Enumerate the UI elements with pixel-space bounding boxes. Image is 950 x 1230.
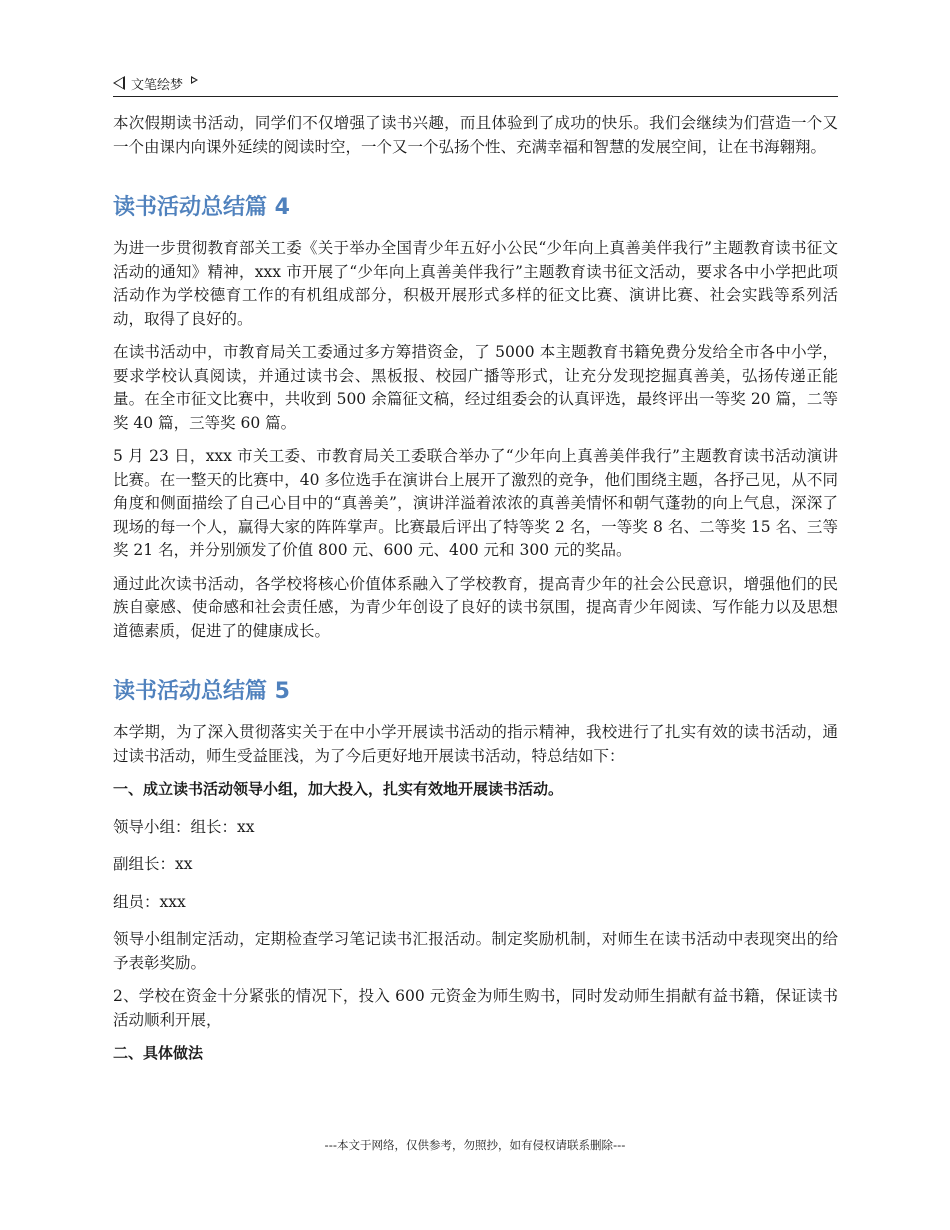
document-page (113, 0, 838, 1230)
section-5-title: 读书活动总结篇 5 (113, 679, 290, 704)
page-footer: ---本文于网络，仅供参考，勿照抄，如有侵权请联系删除--- (324, 1138, 626, 1152)
vice-leader-line: 副组长：xx (113, 855, 193, 873)
section-5-paragraph-b: 2、学校在资金十分紧张的情况下，投入 600 元资金为师生购书，同时发动师生捐献有益书籍，保证读书活动顺利开展， (113, 987, 838, 1029)
section-5-heading-1: 一、成立读书活动领导小组，加大投入，扎实有效地开展读书活动。 (113, 780, 564, 798)
page-header (113, 70, 838, 97)
section-4-paragraph-1: 为进一步贯彻教育部关工委《关于举办全国青少年五好小公民“少年向上真善美伴我行”主题教育读书征文活动的通知》精神，xxx 市开展了“少年向上真善美伴我行”主题教育读书征文活动，要求各中小学把此项活动作为学校德育工作的有机组成部分，积极开展形式多样的征文比赛、演讲比赛、社会实践等系列活动，取得了良好的。 (113, 239, 838, 328)
paragraph-intro: 本次假期读书活动，同学们不仅增强了读书兴趣，而且体验到了成功的快乐。我们会继续为们营造一个又一个由课内向课外延续的阅读时空，一个又一个弘扬个性、充满幸福和智慧的发展空间，让在书海翱翔。 (113, 114, 838, 156)
section-5-heading-2: 二、具体做法 (113, 1044, 204, 1062)
section-4-paragraph-2: 在读书活动中，市教育局关工委通过多方筹措资金，了 5000 本主题教育书籍免费分发给全市各中小学，要求学校认真阅读，并通过读书会、黑板报、校园广播等形式，让充分发现挖掘真善美，弘扬传递正能量。在全市征文比赛中，共收到 500 余篇征文稿，经过组委会的认真评选，最终评出一等奖 20 篇，二等奖 40 篇，三等奖 60 篇。 (113, 343, 838, 432)
section-4-paragraph-4: 通过此次读书活动，各学校将核心价值体系融入了学校教育，提高青少年的社会公民意识，增强他们的民族自豪感、使命感和社会责任感，为青少年创设了良好的读书氛围，提高青少年阅读、写作能力以及思想道德素质，促进了的健康成长。 (113, 574, 838, 640)
header-title: 文笔绘梦 (131, 77, 184, 93)
members-line: 组员：xxx (113, 892, 186, 911)
section-5-intro: 本学期，为了深入贯彻落实关于在中小学开展读书活动的指示精神，我校进行了扎实有效的读书活动，通过读书活动，师生受益匪浅，为了今后更好地开展读书活动，特总结如下： (113, 723, 838, 765)
section-4-paragraph-3: 5 月 23 日，xxx 市关工委、市教育局关工委联合举办了“少年向上真善美伴我行”主题教育读书活动演讲比赛。在一整天的比赛中，40 多位选手在演讲台上展开了激烈的竞争，他们围绕主题，各抒己见，从不同角度和侧面描绘了自己心目中的“真善美”，演讲洋溢着浓浓的真善美情怀和朝气蓬勃的向上气息，深深了现场的每一个人，赢得大家的阵阵掌声。比赛最后评出了特等奖 2 名，一等奖 8 名、二等奖 15 名、三等奖 21 名，并分别颁发了价值 800 元、600 元、400 元和 300 元的奖品。 (113, 447, 838, 559)
triangle-right-icon (191, 76, 198, 84)
leader-line: 领导小组：组长：xx (113, 817, 255, 836)
document-body (113, 112, 838, 1076)
triangle-left-icon (113, 76, 125, 90)
section-4-title: 读书活动总结篇 4 (113, 195, 290, 220)
section-5-paragraph-a: 领导小组制定活动，定期检查学习笔记读书汇报活动。制定奖励机制，对师生在读书活动中表现突出的给予表彰奖励。 (113, 930, 838, 972)
